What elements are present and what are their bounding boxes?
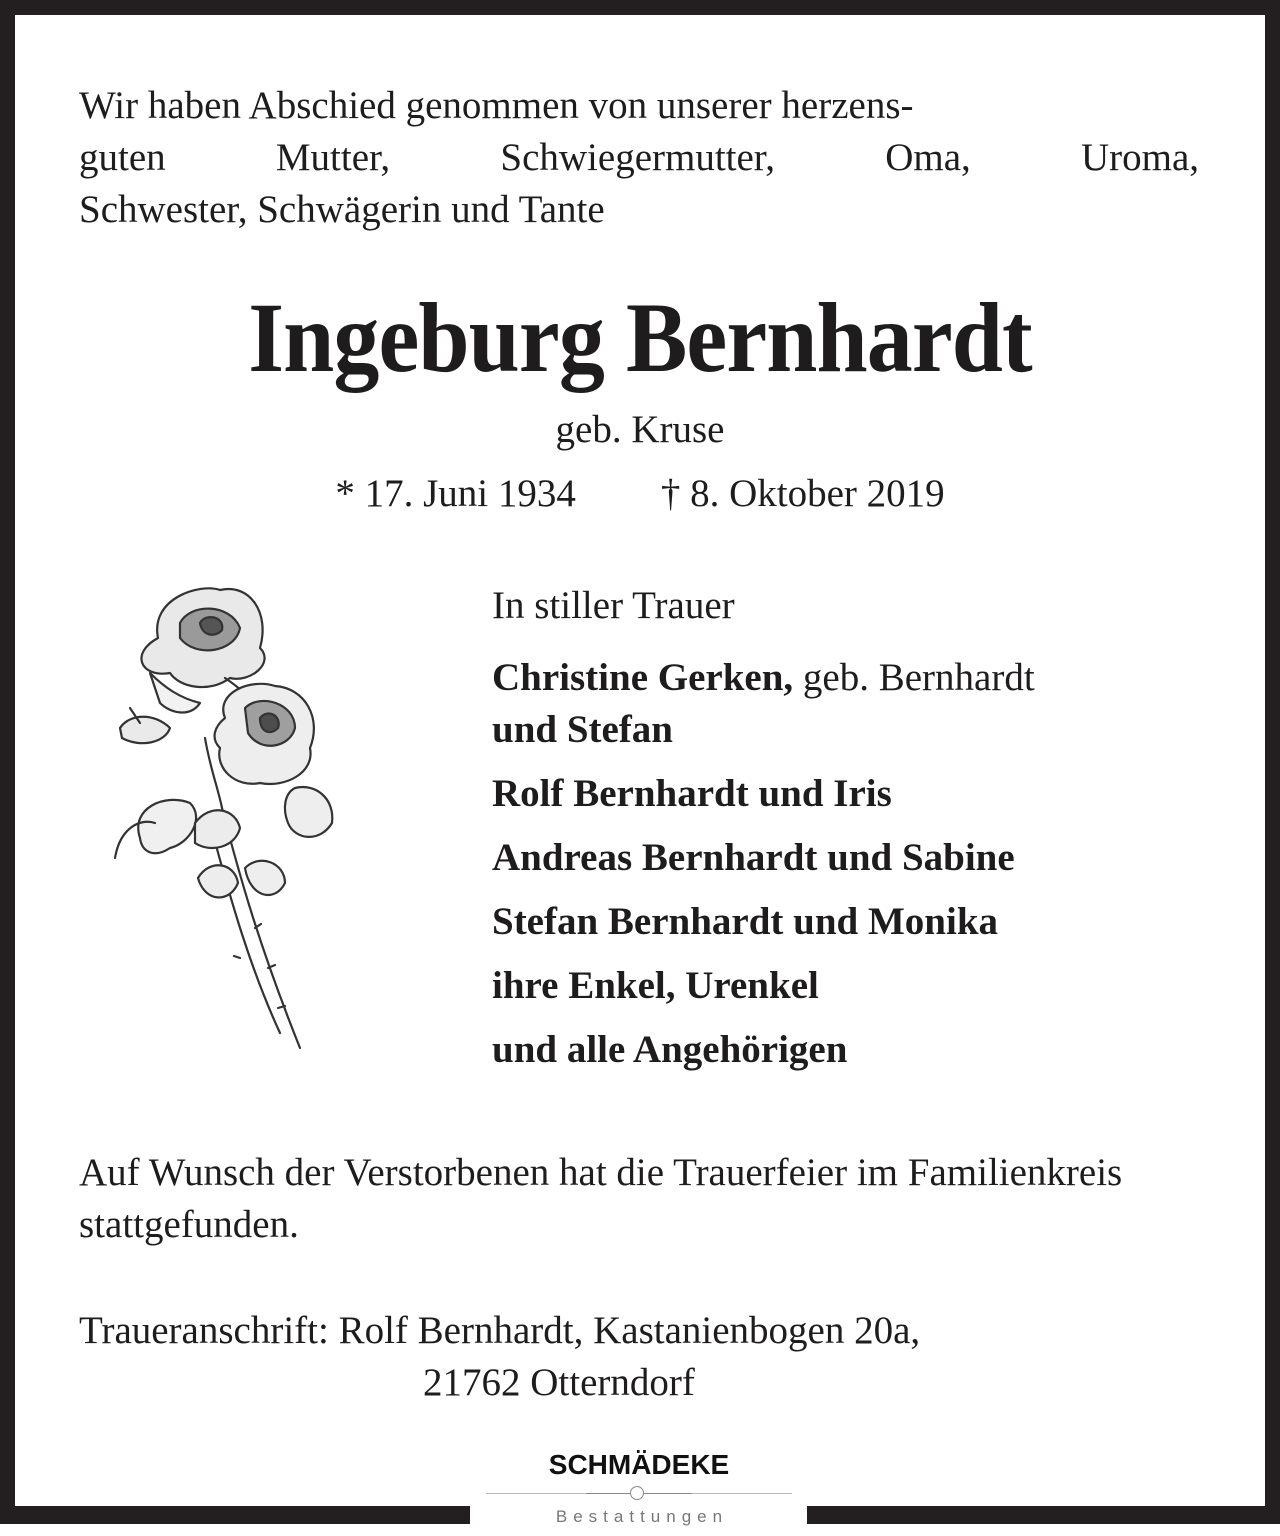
- deceased-name: Ingeburg Bernhardt: [248, 282, 1032, 393]
- mourner-entry: Stefan Bernhardt und Monika: [492, 900, 999, 943]
- funeral-notice: Auf Wunsch der Verstorbenen hat die Trauerfeier im Familienkreis stattgefunden.: [79, 1151, 1123, 1246]
- funeral-home-logo: [486, 1448, 792, 1528]
- birth-date: * 17. Juni 1934: [335, 472, 576, 515]
- mourner-partner: und Stefan: [492, 708, 673, 751]
- frame-border-left: [0, 0, 15, 1524]
- intro-text: [79, 80, 1199, 236]
- frame-border-right: [1265, 0, 1280, 1524]
- mourner-entry: [492, 652, 1212, 756]
- ornament-icon: [630, 1486, 644, 1500]
- intro-line-2: guten Mutter, Schwiegermutter, Oma, Uroma,: [79, 136, 1199, 179]
- frame-border-bottom-left: [0, 1506, 470, 1524]
- logo-divider: [486, 1484, 792, 1504]
- address-line-1: Traueranschrift: Rolf Bernhardt, Kastanienbogen 20a,: [79, 1309, 921, 1352]
- intro-line-3: Schwester, Schwägerin und Tante: [79, 188, 605, 231]
- address-line-2: 21762 Otterndorf: [423, 1361, 695, 1404]
- mourner-entry: Andreas Bernhardt und Sabine: [492, 836, 1015, 879]
- intro-line-1: Wir haben Abschied genommen von unserer herzens-: [79, 84, 914, 127]
- mourners-list: [492, 582, 1212, 1088]
- maiden-name: geb. Kruse: [555, 408, 725, 451]
- mourner-maiden-name: geb. Bernhardt: [793, 656, 1035, 699]
- mourner-entry: und alle Angehörigen: [492, 1028, 848, 1071]
- mourning-address: [79, 1305, 1204, 1409]
- mourner-entry: Rolf Bernhardt und Iris: [492, 772, 892, 815]
- frame-border-top: [0, 0, 1280, 15]
- mourner-entry: ihre Enkel, Urenkel: [492, 964, 819, 1007]
- funeral-home-name: SCHMÄDEKE: [548, 1449, 730, 1480]
- life-dates: [0, 470, 1280, 518]
- mourners-heading: In stiller Trauer: [492, 584, 735, 627]
- funeral-home-subtitle: Bestattungen: [555, 1507, 729, 1526]
- mourner-name: Christine Gerken,: [492, 656, 794, 699]
- frame-border-bottom-right: [807, 1506, 1280, 1524]
- rose-bouquet-icon: [110, 578, 350, 1058]
- death-date: † 8. Oktober 2019: [660, 472, 945, 515]
